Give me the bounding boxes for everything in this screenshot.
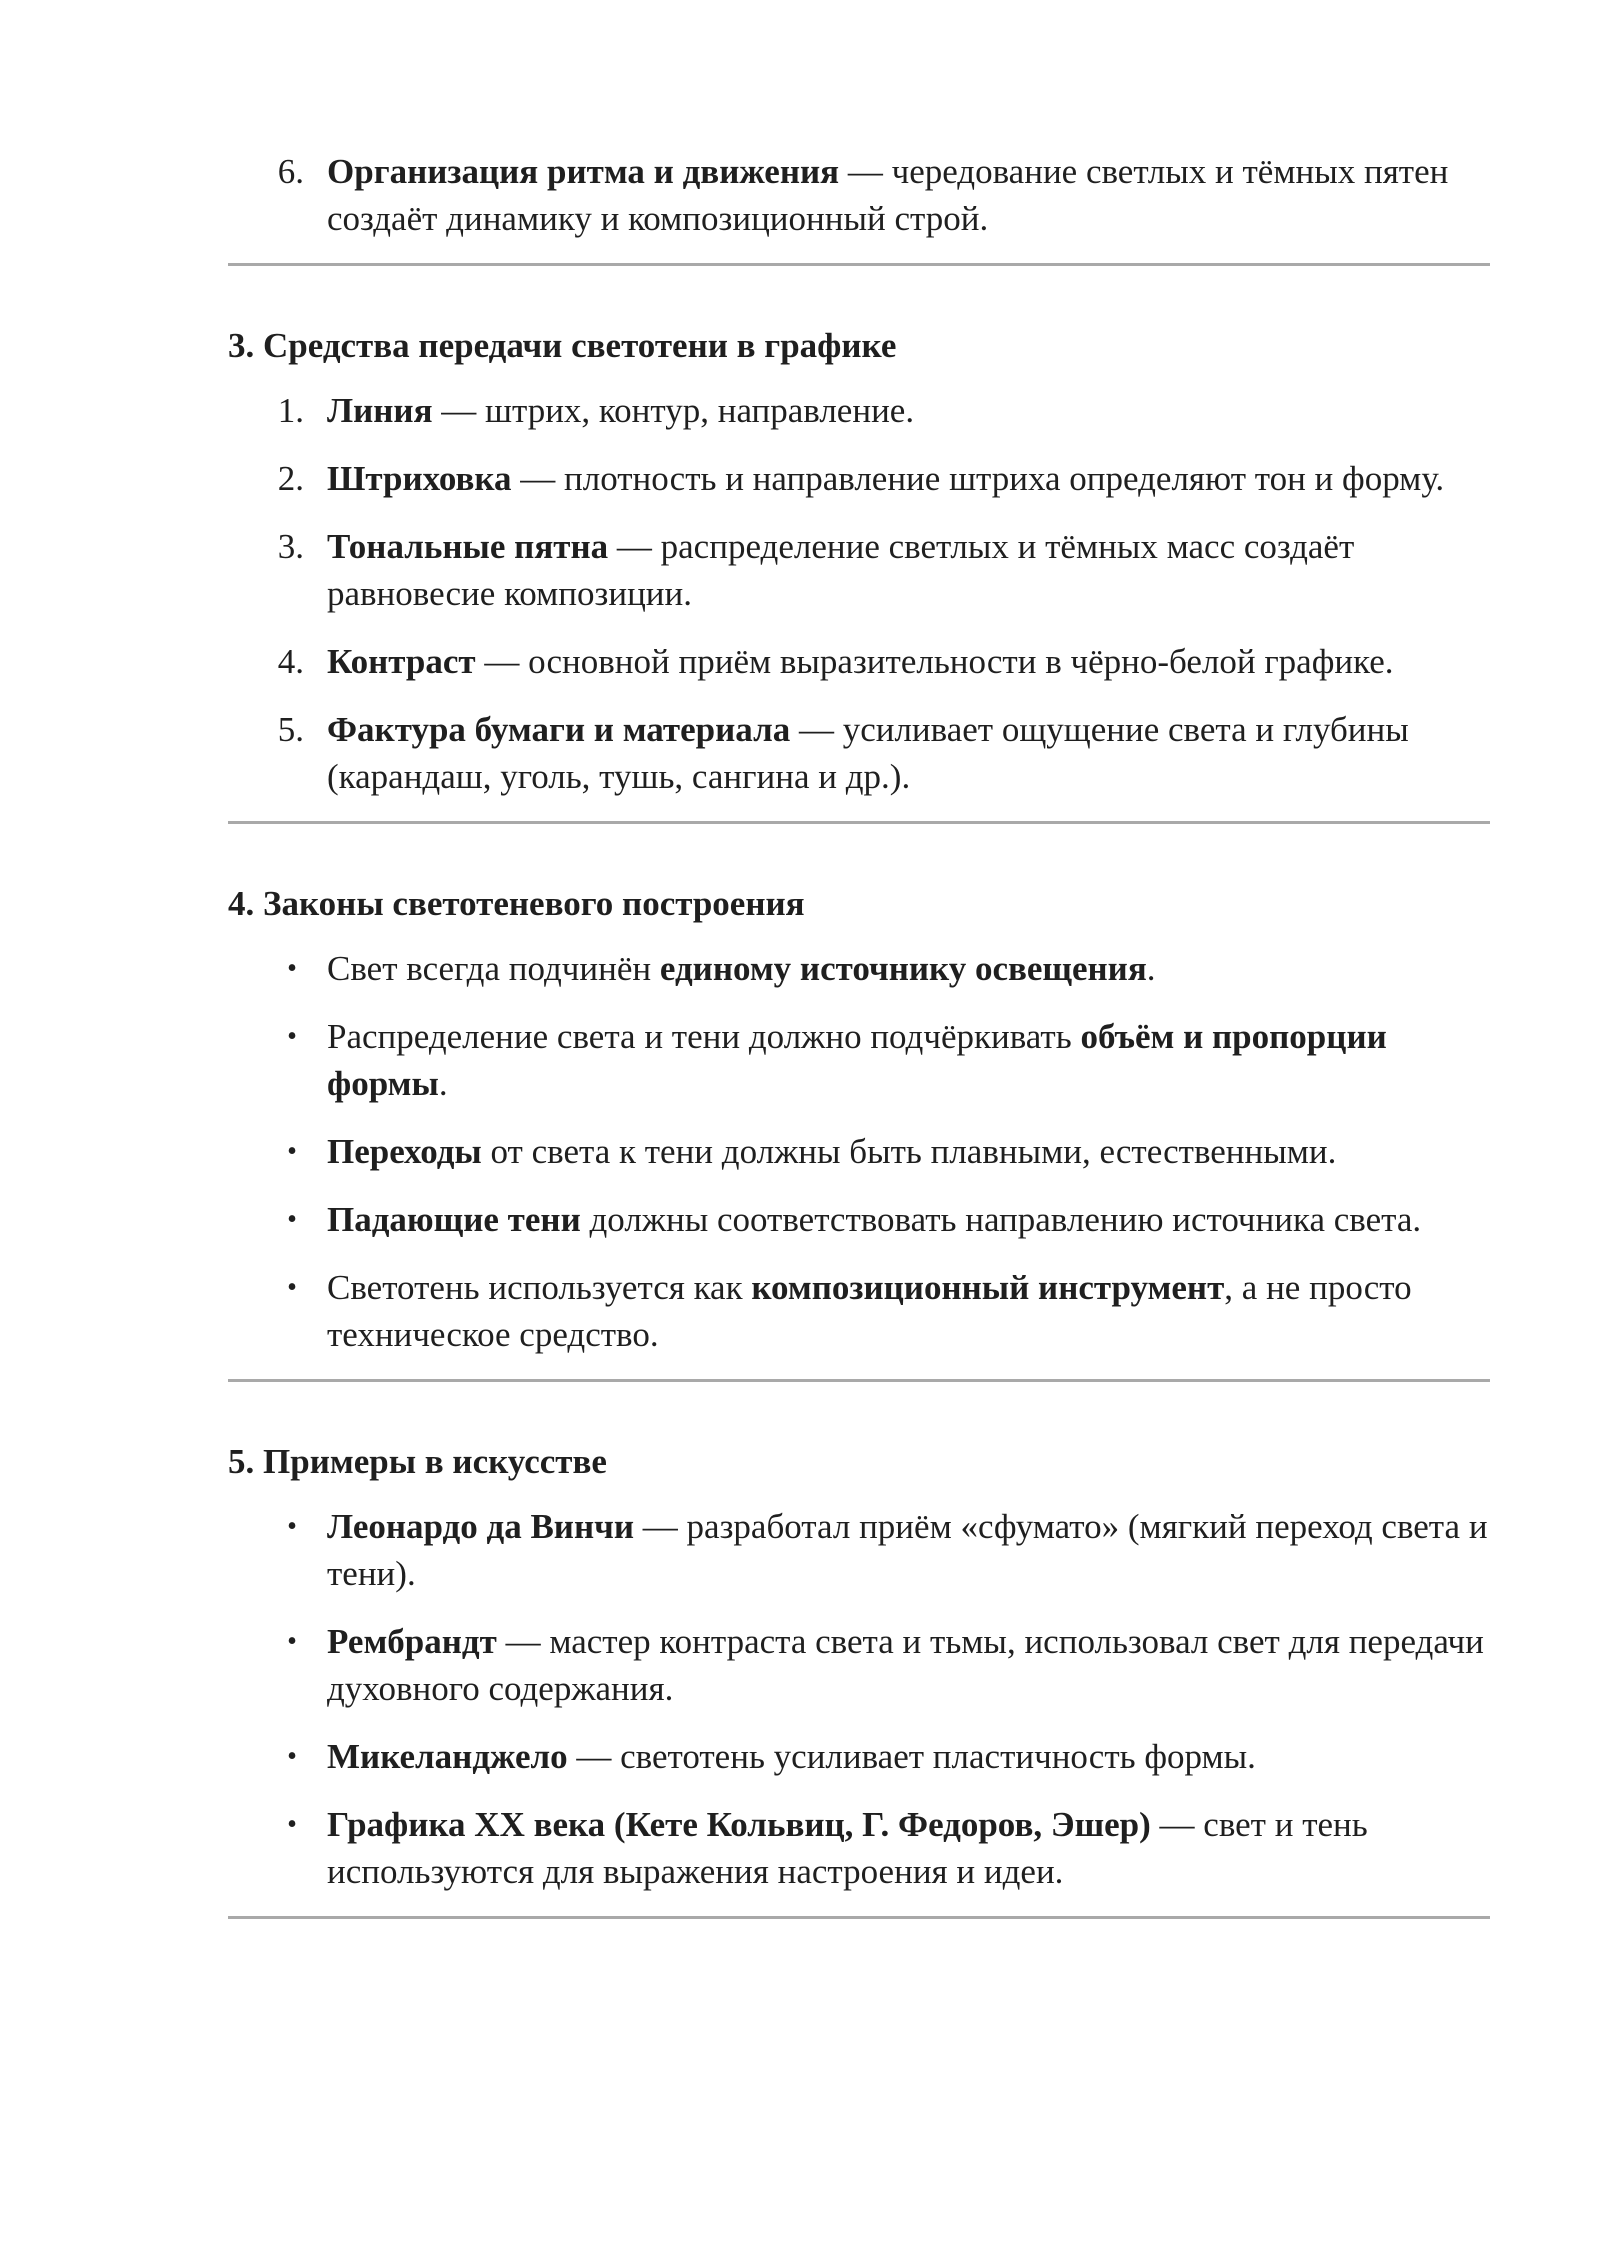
term: Рембрандт (327, 1622, 497, 1661)
section-heading-5: 5. Примеры в искусстве (228, 1442, 607, 1481)
definition: — мастер контраста света и тьмы, использовал свет для передачи духовного содержания. (327, 1622, 1484, 1708)
text-pre: Распределение света и тени должно подчёркивать (327, 1017, 1081, 1056)
document-body (228, 148, 1490, 1919)
emphasis: Падающие тени (327, 1200, 581, 1239)
list-item (228, 387, 1490, 434)
bullet-icon: • (287, 1204, 297, 1235)
definition: — усиливает ощущение света и глубины (карандаш, уголь, тушь, сангина и др.). (327, 710, 1409, 796)
list-item (228, 1264, 1490, 1358)
bullet-icon: • (287, 1511, 297, 1542)
divider (228, 1379, 1490, 1382)
term: Линия (327, 391, 433, 430)
definition: — плотность и направление штриха определяют тон и форму. (511, 459, 1445, 498)
list-number: 5. (277, 710, 304, 749)
bullet-icon: • (287, 953, 297, 984)
list-item (228, 706, 1490, 800)
text-post: . (438, 1064, 448, 1103)
list-item (228, 1618, 1490, 1712)
bullet-icon: • (287, 1136, 297, 1167)
term: Леонардо да Винчи (327, 1507, 635, 1546)
list-item (228, 1196, 1490, 1243)
list-item (228, 1013, 1490, 1107)
emphasis: объём и пропорции формы (327, 1017, 1387, 1103)
divider (228, 821, 1490, 824)
text-post: , а не просто техническое средство. (327, 1268, 1412, 1354)
list-item (228, 1503, 1490, 1597)
text-pre: Свет всегда подчинён (327, 949, 660, 988)
emphasis: Переходы (327, 1132, 482, 1171)
divider (228, 263, 1490, 266)
list-number: 2. (277, 459, 304, 498)
emphasis: единому источнику освещения (659, 949, 1147, 988)
emphasis: композиционный инструмент (751, 1268, 1225, 1307)
bullet-icon: • (287, 1626, 297, 1657)
term: Фактура бумаги и материала (327, 710, 791, 749)
definition: — распределение светлых и тёмных масс создаёт равновесие композиции. (327, 527, 1355, 613)
list-item (228, 148, 1490, 242)
list-item (228, 638, 1490, 685)
list-item (228, 1128, 1490, 1175)
definition: — штрих, контур, направление. (432, 391, 915, 430)
section-heading-4: 4. Законы светотеневого построения (228, 884, 805, 923)
list-item (228, 455, 1490, 502)
section-heading-3: 3. Средства передачи светотени в графике (228, 326, 897, 365)
definition: — основной приём выразительности в чёрно-белой графике. (475, 642, 1394, 681)
text-post: . (1146, 949, 1156, 988)
list-item (228, 523, 1490, 617)
list-item (228, 945, 1490, 992)
definition: — разработал приём «сфумато» (мягкий переход света и тени). (327, 1507, 1488, 1593)
term: Микеланджело (327, 1737, 568, 1776)
list-number: 4. (277, 642, 304, 681)
term: Организация ритма и движения (327, 152, 840, 191)
list-number: 3. (277, 527, 304, 566)
term: Штриховка (327, 459, 512, 498)
text-post: должны соответствовать направлению источника света. (580, 1200, 1422, 1239)
term: Контраст (327, 642, 476, 681)
bullet-icon: • (287, 1741, 297, 1772)
definition: — чередование светлых и тёмных пятен создаёт динамику и композиционный строй. (327, 152, 1449, 238)
divider (228, 1916, 1490, 1919)
bullet-icon: • (287, 1272, 297, 1303)
definition: — светотень усиливает пластичность формы. (567, 1737, 1256, 1776)
list-number: 1. (277, 391, 304, 430)
bullet-icon: • (287, 1809, 297, 1840)
list-number: 6. (277, 152, 304, 191)
definition: — свет и тень используются для выражения настроения и идеи. (327, 1805, 1368, 1891)
term: Графика XX века (Кете Кольвиц, Г. Федоров, Эшер) (327, 1805, 1151, 1844)
text-pre: Светотень используется как (327, 1268, 752, 1307)
list-item (228, 1801, 1490, 1895)
bullet-icon: • (287, 1021, 297, 1052)
term: Тональные пятна (327, 527, 609, 566)
list-item (228, 1733, 1490, 1780)
text-post: от света к тени должны быть плавными, естественными. (481, 1132, 1337, 1171)
